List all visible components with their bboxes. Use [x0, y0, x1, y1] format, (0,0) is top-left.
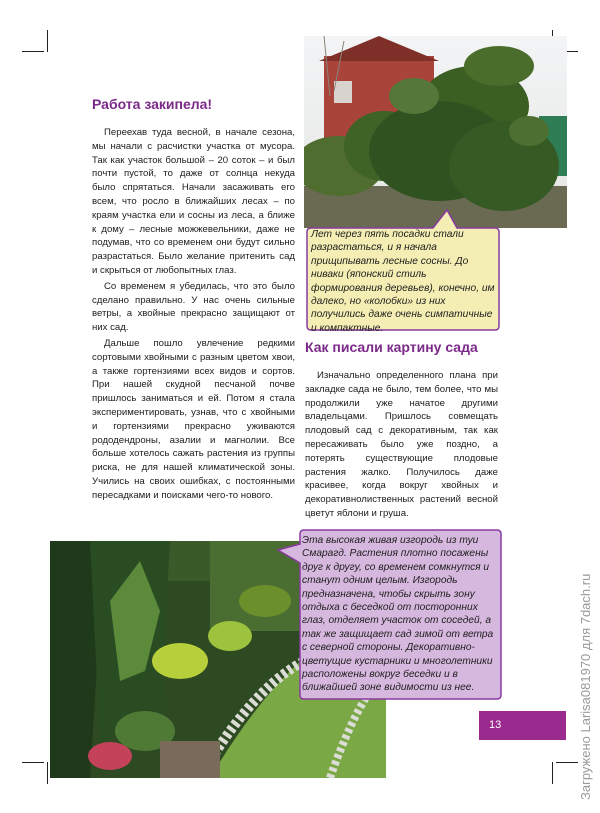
page-number-tab: [479, 711, 566, 740]
photo-caption-bubble: [305, 208, 501, 332]
watermark: Загружено Larisa081970 для 7dach.ru: [578, 573, 593, 800]
paragraph: Дальше пошло увлечение редкими сортовыми хвойными с разным цветом хвои, а также гортензиями всех видов и сортов. При нашей скудной песчаной почве пришлось заниматься и ей. Потом я стала экспериментировать, узнав, что с хвойными и гортензиями прекрасно уживаются рододендроны, азалии и магнолии. Все больше хотелось сажать растения из группы риска, не для нашей климатической зоны. Учились на своих ошибках, с постоянными пересадками и поисками чего-то нового.: [92, 337, 295, 501]
paragraph: Изначально определенного плана при закладке сада не было, тем более, что мы продолжили уже начатое другими владельцами. Пришлось совмещать плодовый сад с декоративным, так как пересаживать было уже поздно, а потерять существующие плодовые растения жалко. Получилось даже красивее, когда вокруг хвойных и декоративнолиственных растений весной цветут яблони и груша.: [305, 370, 498, 519]
pine-trees-photo: [304, 36, 567, 228]
photo-caption-bubble: [276, 528, 503, 701]
caption-text: Лет через пять посадки стали разрастаться, и я начала прищипывать лесные сосны. До ниваки (японский стиль формирования деревьев), конечно, им далеко, но «колобки» из них получились даже очень симпатичные и компактные.: [311, 229, 495, 334]
page-number: 13: [489, 719, 502, 731]
crop-mark: [47, 762, 48, 784]
crop-mark: [22, 762, 44, 763]
crop-mark: [22, 51, 44, 52]
paragraph: Со временем я убедилась, что это было сделано правильно. У нас очень сильные ветры, а хвойные прекрасно защищают от них сад.: [92, 280, 295, 334]
caption-text: Эта высокая живая изгородь из туи Смарагд. Растения плотно посажены друг к другу, со временем сомкнутся и станут одним целым. Изгородь предназначена, чтобы скрыть зону отдыха с беседкой от посторонних глаз, отделяет участок от соседей, а так же защищает сад зимой от ветра с северной стороны. Декоративно-цветущие кустарники и многолетники расположены вокруг беседки и в ближайшей зоне видимости из нее.: [302, 535, 494, 694]
crop-mark: [47, 30, 48, 52]
crop-mark: [556, 762, 578, 763]
section-heading: Работа закипела!: [92, 96, 213, 112]
article-column-2: [305, 369, 498, 523]
section-heading: Как писали картину сада: [305, 339, 478, 355]
article-column-1: [92, 126, 295, 505]
paragraph: Переехав туда весной, в начале сезона, мы начали с расчистки участка от мусора. Так как участок большой – 20 соток – и был почти пустой, то даже от солнца некуда было спрятаться. Начали засаживать его всем, что росло в ближайших лесах – по краям участка ели и сосны из леса, а ближе к дому – лесные можжевельники, даже не подумав, что со временем они будут сильно разрастаться. Было желание притенить сад и скрыться от любопытных глаз.: [92, 127, 295, 276]
crop-mark: [552, 762, 553, 784]
